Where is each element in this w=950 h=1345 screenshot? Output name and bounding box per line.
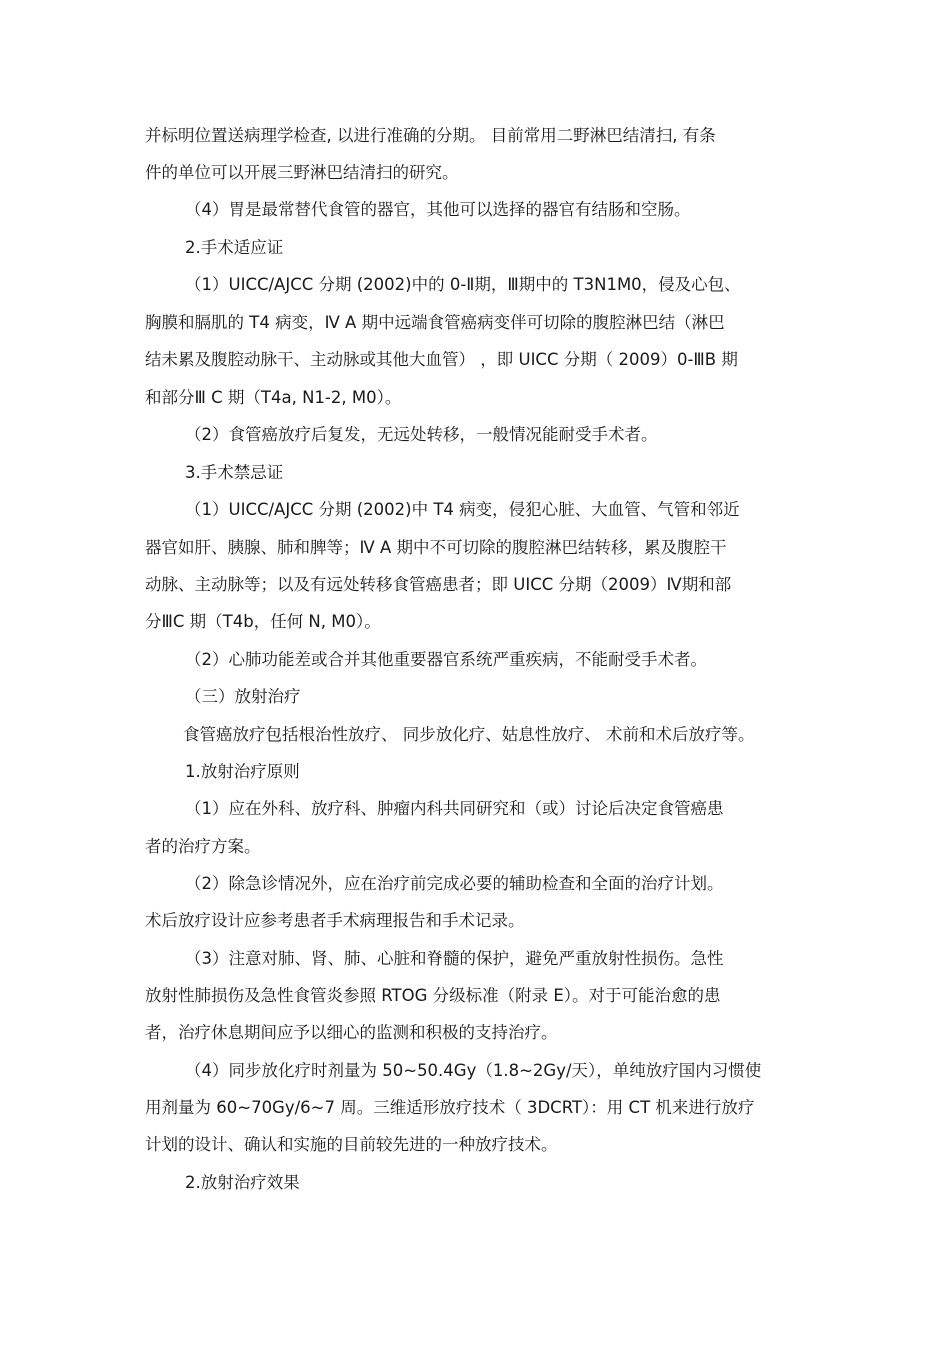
paragraph-line: 术后放疗设计应参考患者手术病理报告和手术记录。	[145, 911, 525, 930]
paragraph-line: （2）除急诊情况外，应在治疗前完成必要的辅助检查和全面的治疗计划。	[185, 874, 724, 893]
paragraph-line: 器官如肝、胰腺、肺和脾等；Ⅳ A 期中不可切除的腹腔淋巴结转移，累及腹腔干	[145, 538, 727, 557]
paragraph-line: 件的单位可以开展三野淋巴结清扫的研究。	[145, 163, 459, 182]
paragraph-line: （1）UICC/AJCC 分期 (2002)中 T4 病变，侵犯心脏、大血管、气管和邻近	[185, 500, 740, 519]
paragraph-line: 和部分Ⅲ C 期（T4a, N1-2, M0）。	[145, 388, 402, 407]
paragraph-line: 用剂量为 60~70Gy/6~7 周。三维适形放疗技术（ 3DCRT）：用 CT 机来进行放疗	[145, 1098, 755, 1117]
section-heading: 2.手术适应证	[185, 238, 284, 257]
paragraph-line: （1）UICC/AJCC 分期 (2002)中的 0-Ⅱ期，Ⅲ期中的 T3N1M0，侵及心包、	[185, 275, 741, 294]
section-heading: 1.放射治疗原则	[185, 762, 300, 781]
paragraph-line: 者的治疗方案。	[145, 837, 261, 856]
paragraph-line: （2）食管癌放疗后复发，无远处转移，一般情况能耐受手术者。	[185, 425, 658, 444]
paragraph-line: 计划的设计、确认和实施的目前较先进的一种放疗技术。	[145, 1135, 558, 1154]
paragraph-line: 分ⅢC 期（T4b，任何 N, M0）。	[145, 612, 381, 631]
paragraph-line: （4）胃是最常替代食管的器官，其他可以选择的器官有结肠和空肠。	[185, 200, 691, 219]
paragraph-line: （1）应在外科、放疗科、肿瘤内科共同研究和（或）讨论后决定食管癌患	[185, 799, 724, 818]
paragraph-line: 结未累及腹腔动脉干、主动脉或其他大血管） ，即 UICC 分期（ 2009）0-ⅢB 期	[145, 350, 738, 369]
paragraph-line: 并标明位置送病理学检查, 以进行准确的分期。 目前常用二野淋巴结清扫, 有条	[145, 126, 716, 145]
section-heading: 2.放射治疗效果	[185, 1173, 300, 1192]
paragraph-line: （4）同步放化疗时剂量为 50~50.4Gy（1.8~2Gy/天），单纯放疗国内习惯使	[185, 1061, 762, 1080]
paragraph-line: （3）注意对肺、肾、肺、心脏和脊髓的保护，避免严重放射性损伤。急性	[185, 949, 724, 968]
paragraph-line: 放射性肺损伤及急性食管炎参照 RTOG 分级标准（附录 E）。对于可能治愈的患	[145, 986, 721, 1005]
paragraph-line: 者，治疗休息期间应予以细心的监测和积极的支持治疗。	[145, 1023, 558, 1042]
section-heading: （三）放射治疗	[185, 687, 301, 706]
paragraph-line: 食管癌放疗包括根治性放疗、 同步放化疗、姑息性放疗、 术前和术后放疗等。	[183, 725, 755, 744]
paragraph-line: （2）心肺功能差或合并其他重要器官系统严重疾病，不能耐受手术者。	[185, 650, 707, 669]
paragraph-line: 动脉、主动脉等；以及有远处转移食管癌患者；即 UICC 分期（2009）Ⅳ期和部	[145, 575, 732, 594]
paragraph-line: 胸膜和膈肌的 T4 病变，Ⅳ A 期中远端食管癌病变伴可切除的腹腔淋巴结（淋巴	[145, 313, 725, 332]
section-heading: 3.手术禁忌证	[185, 463, 284, 482]
